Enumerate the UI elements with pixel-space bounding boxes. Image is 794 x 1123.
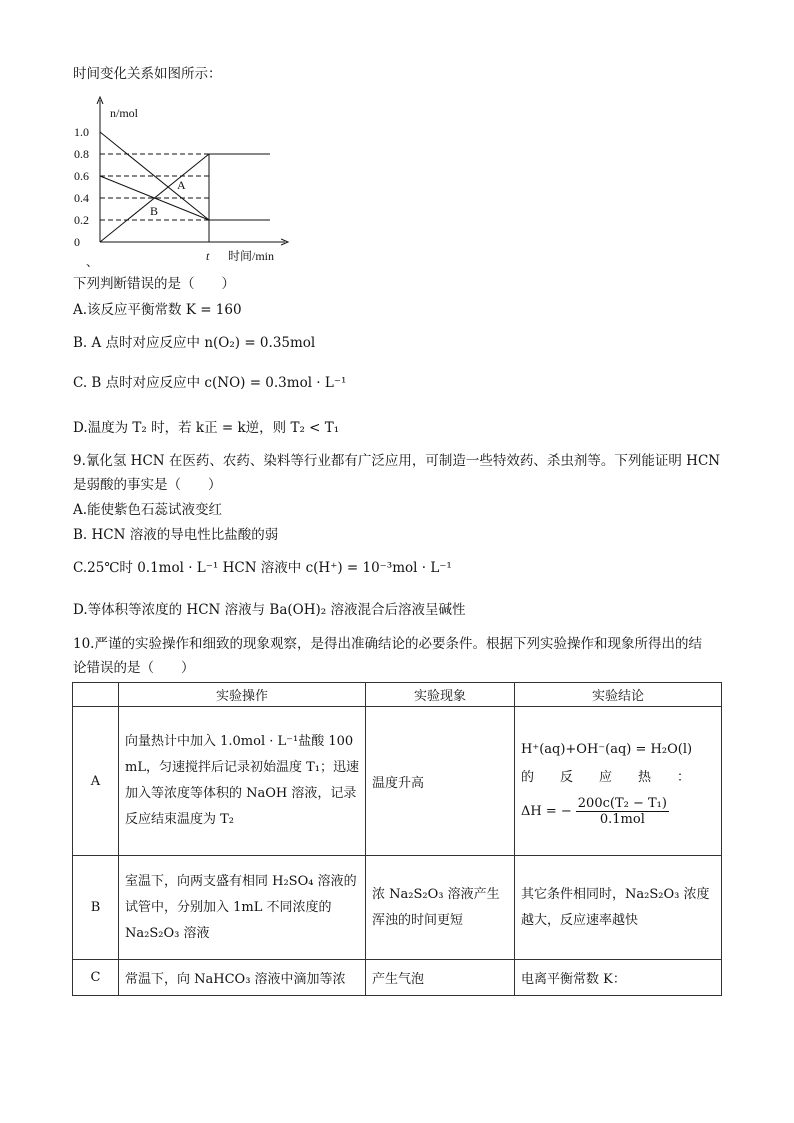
row-phenomenon: 产生气泡 [366,960,515,996]
y-tick-label: 0.2 [74,213,89,227]
x-axis-label: 时间/min [228,249,275,263]
q8-option-b: B. A 点时对应反应中 n(O₂) = 0.35mol [73,335,316,351]
y-tick-label: 0.4 [74,191,89,205]
row-operation: 向量热计中加入 1.0mol · L⁻¹盐酸 100 mL，匀速搅拌后记录初始温度 T₁；迅速加入等浓度等体积的 NaOH 溶液，记录反应结束温度为 T₂ [119,707,366,856]
conclusion-formula [521,796,715,827]
formula-numerator: 200c(T₂ − T₁) [577,795,667,811]
row-phenomenon: 温度升高 [366,707,515,856]
q8-option-a: A.该反应平衡常数 K = 160 [73,302,242,318]
row-operation: 室温下，向两支盛有相同 H₂SO₄ 溶液的试管中，分别加入 1mL 不同浓度的 Na₂S₂O₃ 溶液 [119,856,366,960]
q10-stem-line2: 论错误的是（ ） [73,660,195,676]
y-tick-label: 0 [74,235,80,249]
row-conclusion: 电离平衡常数 K： [515,960,722,996]
row-operation: 常温下，向 NaHCO₃ 溶液中滴加等浓 [119,960,366,996]
table-row [73,707,722,856]
q9-option-a: A.能使紫色石蕊试液变红 [73,502,223,518]
row-id: C [73,960,119,996]
table-header-phenomenon: 实验现象 [366,683,515,707]
table-row [73,856,722,960]
q9-option-d: D.等体积等浓度的 HCN 溶液与 Ba(OH)₂ 溶液混合后溶液呈碱性 [73,602,466,618]
row-conclusion: 其它条件相同时，Na₂S₂O₃ 浓度越大，反应速率越快 [515,856,722,960]
q10-stem-line1: 10.严谨的实验操作和细致的现象观察，是得出准确结论的必要条件。根据下列实验操作和现象所得出的结 [73,636,702,652]
y-tick-label: 0.8 [74,147,89,161]
table-header-row [73,683,722,707]
q9-option-c: C.25℃时 0.1mol · L⁻¹ HCN 溶液中 c(H⁺) = 10⁻³mol · L⁻¹ [73,560,452,576]
y-axis-label: n/mol [110,106,139,120]
formula-denominator: 0.1mol [599,811,645,827]
point-label-B: B [150,204,159,218]
x-tick-t: t [206,249,210,263]
q8-option-d: D.温度为 T₂ 时，若 k正 = k逆，则 T₂ < T₁ [73,420,340,436]
y-tick-label: 1.0 [74,125,89,139]
point-label-A: A [177,178,186,192]
table-header-blank [73,683,119,707]
row-phenomenon: 浓 Na₂S₂O₃ 溶液产生浑浊的时间更短 [366,856,515,960]
q9-stem-line2: 是弱酸的事实是（ ） [73,477,222,493]
row-id: A [73,707,119,856]
table-header-operation: 实验操作 [119,683,366,707]
experiment-table [72,682,722,996]
table-row [73,960,722,996]
mole-time-chart [60,90,300,270]
formula-lhs: ΔH = − [521,803,572,819]
q8-stem: 下列判断错误的是（ ） [73,276,235,292]
q8-option-c: C. B 点时对应反应中 c(NO) = 0.3mol · L⁻¹ [73,375,347,391]
footnote-mark: 、 [86,255,99,269]
q9-stem-line1: 9.氰化氢 HCN 在医药、农药、染料等行业都有广泛应用，可制造一些特效药、杀虫剂等。下列能证明 HCN [73,453,721,469]
table-header-conclusion: 实验结论 [515,683,722,707]
conclusion-text: 的 反 应 热 ： [521,769,691,785]
conclusion-equation: H⁺(aq)+OH⁻(aq) = H₂O(l) [521,741,693,757]
intro-text: 时间变化关系如图所示： [73,66,222,82]
row-conclusion [515,707,722,856]
row-id: B [73,856,119,960]
y-tick-label: 0.6 [74,169,89,183]
q9-option-b: B. HCN 溶液的导电性比盐酸的弱 [73,527,279,543]
